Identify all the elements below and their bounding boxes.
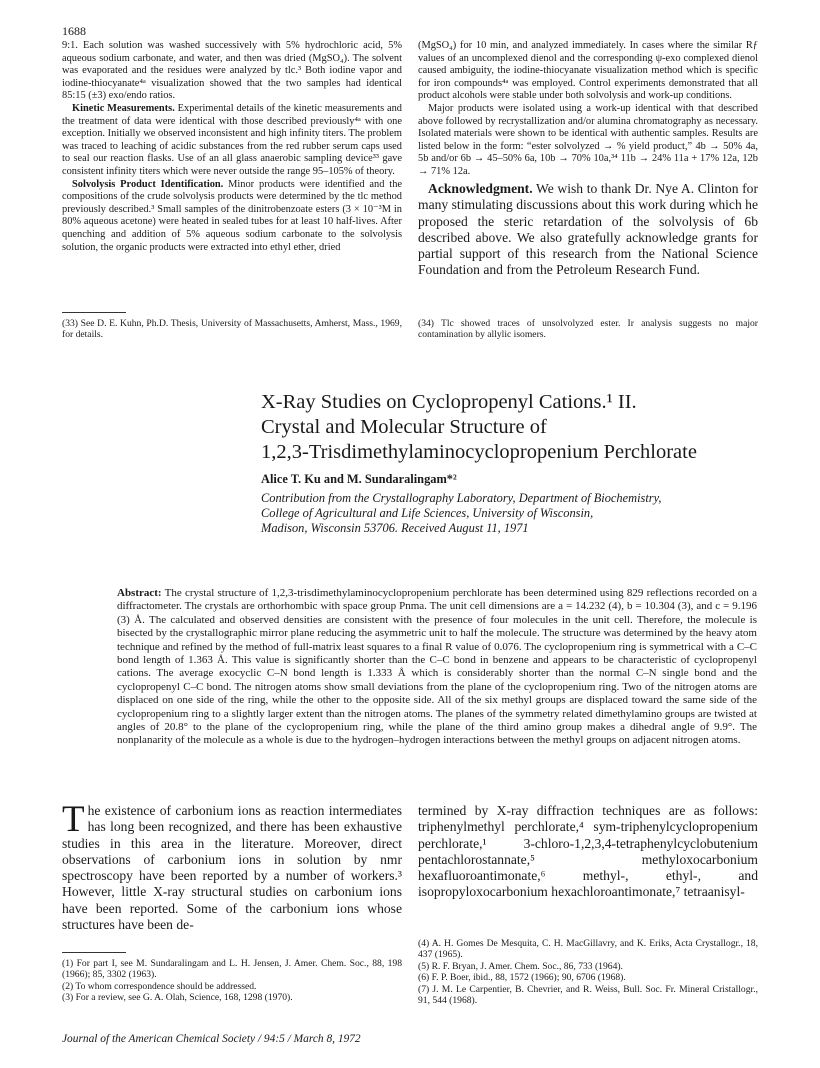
paragraph: Kinetic Measurements. Experimental details of the kinetic measurements and the treatment of data were identical with those described previously⁴ᵃ with one exception. Initially we observed inconsistent and high infinity titers. The problem was traced to leaching of acidic substances from the red rubber serum caps used to seal our reaction flasks. Use of an all glass anaerobic sampling device³³ gave consistent infinity titers which were never outside the range 95–105% of theory. [62,102,403,177]
footnote-5: (5) R. F. Bryan, J. Amer. Chem. Soc., 86, 733 (1964). [418,960,623,972]
acknowledgment: Acknowledgment. We wish to thank Dr. Nye A. Clinton for many stimulating discussions about this work during which he proposed the steric retardation of the solvolysis of 6b described above. We also gratefully acknowledge grants for partial support of this research from the National Science Foundation and from the Petroleum Research Fund. [418,181,758,278]
article-title [261,390,781,465]
intro-right-column: termined by X-ray diffraction techniques are as follows: triphenylmethyl perchlorate,⁴ sym-triphenylcyclopropenium perchlorate,¹ 3-chloro-1,2,3,4-tetraphenylcyclobutenium pentachlorostannate,⁵ methyloxocarbonium hexafluoroantimonate,⁶ methyl-, ethyl-, and isopropyloxocarbonium hexachloroantimonate,⁷ tetraanisyl- [418,803,758,900]
intro-left-column: The existence of carbonium ions as reaction intermediates has long been recognized, and there has been exhaustive studies in this area in the literature. Moreover, direct observations of carbonium ions in solution by nmr spectroscopy have been reported by a number of workers.³ However, little X-ray structural studies on carbonium ions have been reported. Some of the carbonium ions whose structures have been de- [62,799,402,933]
title-line: X-Ray Studies on Cyclopropenyl Cations.¹ II. [261,391,637,413]
footnote-34: (34) Tlc showed traces of unsolvolyzed ester. Ir analysis suggests no major contamination by allylic isomers. [418,318,758,341]
footnote-3: (3) For a review, see G. A. Olah, Science, 168, 1298 (1970). [62,992,293,1004]
footnote-4: (4) A. H. Gomes De Mesquita, C. H. MacGillavry, and K. Eriks, Acta Crystallogr., 18, 437 (1965). [418,938,758,961]
title-line: Crystal and Molecular Structure of [261,416,547,438]
paragraph: Solvolysis Product Identification. Minor products were identified and the compositions of the crude solvolysis products were determined by the tlc method previously described.³ Small samples of the dinitrobenzoate esters (3 × 10⁻³M in 80% aqueous acetone) were heated in sealed tubes for at least 10 half-lives. After quenching and addition of 5% aqueous sodium carbonate to the solvolysis solution, the organic products were extracted into ethyl ether, dried [62,178,402,253]
footnote-7: (7) J. M. Le Carpentier, B. Chevrier, and R. Weiss, Bull. Soc. Fr. Mineral Cristallogr., 91, 544 (1968). [418,983,758,1007]
prev-article-left-column [62,40,402,254]
footnote-divider [62,952,126,953]
footnote-2: (2) To whom correspondence should be addressed. [62,980,257,992]
footnote-divider [62,312,126,313]
title-line: 1,2,3-Trisdimethylaminocyclopropenium Perchlorate [261,441,697,463]
abstract: Abstract: The crystal structure of 1,2,3-trisdimethylaminocyclopropenium perchlorate has been determined using 829 reflections recorded on a diffractometer. The crystals are orthorhombic with space group Pnma. The unit cell dimensions are a = 14.232 (4), b = 10.304 (3), and c = 9.196 (3) Å. The calculated and observed densities are consistent with the presence of four molecules in the unit cell. Therefore, the molecule is bisected by the crystallographic mirror plane reducing the asymmetric unit to half the molecule. The structure was determined by the heavy atom technique and refined by the method of full-matrix least squares to a final R value of 0.076. The cyclopropenium ring is symmetrical with a C–C bond length of 1.363 Å. This value is significantly shorter than the C–C bond in benzene and appears to be characteristic of cyclopropenyl cations. The average exocyclic C–N bond length is 1.333 Å which is considerably shorter than the normal C–N single bond and the cyclopropenyl C–C bond. The nitrogen atoms show small deviations from the plane of the cyclopropenium ring. Two of the nitrogen atoms are displaced on one side of the ring, while the other to the opposite side. All of the six methyl groups are displaced toward the same side of the cyclopropenium ring to a slightly larger extent than the nitrogen atoms. The planes of the symmetry related dimethylamino groups are twisted at angles of 20.8° to the plane of the cyclopropenium ring, while the plane of the third amino group makes a dihedral angle of 9.9°. The nonplanarity of the molecule as a whole is due to the hydrogen–hydrogen interactions between the methyl groups on adjacent nitrogen atoms. [117,587,757,747]
affiliation: Contribution from the Crystallography Laboratory, Department of Biochemistry, College of Agricultural and Life Sciences, University of Wisconsin, Madison, Wisconsin 53706. Received August 11, 1971 [261,491,662,536]
paragraph: Major products were isolated using a work-up identical with that described above followed by recrystallization and/or alumina chromatography as necessary. Isolated materials were shown to be identical with authentic samples. Results are listed below in the form: “ester solvolyzed → % yield product,” 4b → 50% 4a, 5b and/or 6b → 45–50% 6a, 10b → 70% 10a,³⁴ 11b → 24% 11a + 17% 12a, 12b → 71% 12a. [418,102,758,177]
paragraph: 9:1. Each solution was washed successively with 5% hydrochloric acid, 5% aqueous sodium carbonate, and water, and then was dried (MgSO₄). The solvent was evaporated and the residues were analyzed by tlc.³ Both iodine vapor and iodine-thiocyanate⁴ᵃ visualization showed that the two samples had identical 85:15 (±3) exo/endo ratios. [62,40,402,102]
paragraph: (MgSO₄) for 10 min, and analyzed immediately. In cases where the similar Rƒ values of an uncomplexed dienol and the corresponding ψ-exo complexed dienol caused ambiguity, the iodine-thiocyanate visualization method which is specific for iron compounds⁴ᵃ was employed. Control experiments demonstrated that all product alcohols were stable under both solvolysis and work-up conditions. [418,40,758,102]
page-number: 1688 [62,24,86,38]
abstract-label: Abstract: [117,587,162,599]
journal-footer: Journal of the American Chemical Society / 94:5 / March 8, 1972 [62,1033,361,1045]
acknowledgment-label: Acknowledgment. [428,181,533,196]
footnote-33: (33) See D. E. Kuhn, Ph.D. Thesis, University of Massachusetts, Amherst, Mass., 1969, for details. [62,318,402,341]
footnote-6: (6) F. P. Boer, ibid., 88, 1572 (1966); 90, 6706 (1968). [418,972,626,984]
authors: Alice T. Ku and M. Sundaralingam*² [261,472,457,486]
footnote-1: (1) For part I, see M. Sundaralingam and L. H. Jensen, J. Amer. Chem. Soc., 88, 198 (1966); 85, 3302 (1963). [62,958,402,981]
drop-cap: T [62,799,85,840]
footnotes-right [418,938,758,1006]
footnotes-left [62,958,402,1004]
prev-article-right-column [418,40,758,179]
